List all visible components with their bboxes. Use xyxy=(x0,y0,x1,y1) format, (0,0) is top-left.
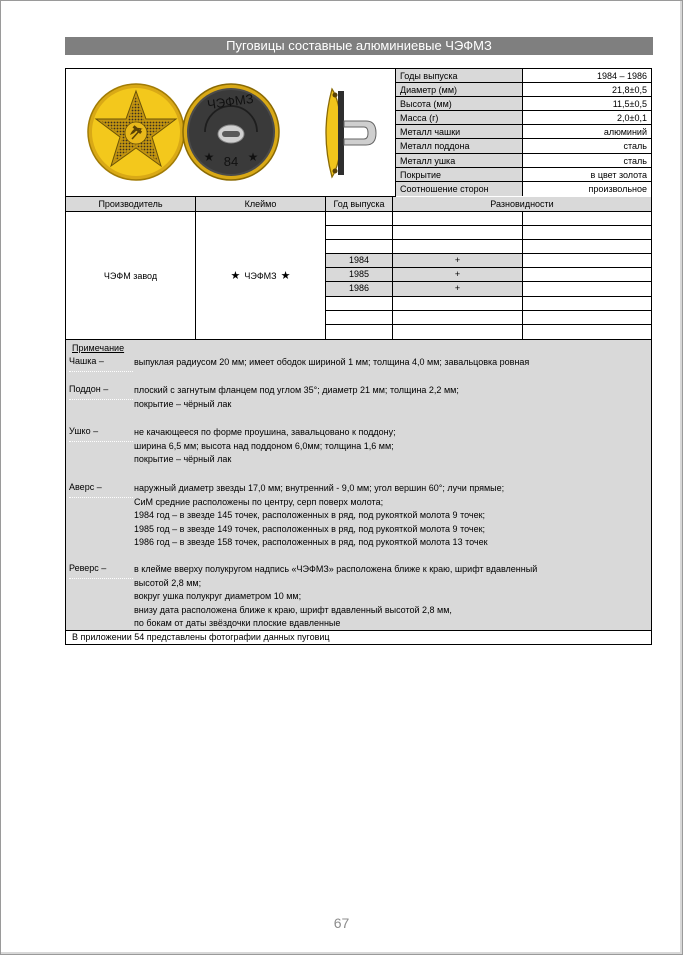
variant-cell xyxy=(393,325,523,339)
note-label: Аверс – xyxy=(69,482,102,492)
property-label: Высота (мм) xyxy=(396,97,523,110)
variant-cell xyxy=(523,212,651,225)
note-text xyxy=(134,384,459,411)
year-cell: 1984 xyxy=(326,254,393,267)
property-label: Металл поддона xyxy=(396,139,523,152)
year-cell xyxy=(326,311,393,324)
property-label: Масса (г) xyxy=(396,111,523,124)
year-cell xyxy=(326,212,393,225)
button-reverse-image xyxy=(181,82,281,182)
property-label: Диаметр (мм) xyxy=(396,83,523,96)
button-obverse-image xyxy=(86,82,186,182)
variant-cell xyxy=(523,254,651,267)
property-value: 2,0±0,1 xyxy=(617,113,647,124)
table-row xyxy=(326,240,651,254)
property-label: Покрытие xyxy=(396,168,523,181)
property-row xyxy=(396,111,651,125)
note-text xyxy=(134,426,396,467)
note-line: в клейме вверху полукругом надпись «ЧЭФМЗ» расположена ближе к краю, шрифт вдавленный xyxy=(134,564,538,574)
variant-cell xyxy=(393,212,523,225)
star-icon: ★ xyxy=(280,270,291,282)
table-row xyxy=(326,325,651,339)
variant-cell xyxy=(523,325,651,339)
property-value: 11,5±0,5 xyxy=(612,99,647,110)
variant-cell xyxy=(393,240,523,253)
variant-cell xyxy=(523,282,651,295)
note-line: 1984 год – в звезде 145 точек, расположенных в ряд, под рукояткой молота 9 точек; xyxy=(134,510,486,521)
variant-cell: + xyxy=(393,282,523,295)
table-row xyxy=(326,282,651,296)
note-text xyxy=(134,482,504,550)
note-label: Ушко – xyxy=(69,426,99,436)
note-line: внизу дата расположена ближе к краю, шрифт вдавленный высотой 2,8 мм, xyxy=(134,604,452,615)
note-line: СиМ средние расположены по центру, серп поверх молота; xyxy=(134,496,384,507)
note-line: ширина 6,5 мм; высота над поддоном 6,0мм; толщина 1,6 мм; xyxy=(134,440,394,451)
property-value: алюминий xyxy=(603,127,647,138)
property-row xyxy=(396,97,651,111)
note-line: наружный диаметр звезды 17,0 мм; внутренний - 9,0 мм; угол вершин 60°; лучи прямые; xyxy=(134,483,505,493)
variant-cell xyxy=(523,297,651,310)
variant-cell xyxy=(393,226,523,239)
year-cell xyxy=(326,240,393,253)
table-row xyxy=(326,311,651,325)
reverse-star-right-icon: ★ xyxy=(247,150,259,164)
notes-title: Примечание xyxy=(72,343,125,353)
reverse-date-text: 84 xyxy=(223,154,239,169)
table-row xyxy=(326,268,651,282)
reverse-mark-text: ЧЭФМЗ xyxy=(206,90,255,113)
mark-cell xyxy=(196,212,326,339)
mark-text: ЧЭФМЗ xyxy=(244,270,277,281)
note-label: Реверс – xyxy=(69,563,107,573)
property-row xyxy=(396,182,651,196)
appendix-note: В приложении 54 представлены фотографии данных пуговиц xyxy=(66,630,651,644)
properties-table xyxy=(396,69,651,196)
note-line: выпуклая радиусом 20 мм; имеет ободок шириной 1 мм; толщина 4,0 мм; завальцовка ровная xyxy=(134,357,530,367)
property-row xyxy=(396,125,651,139)
variant-cell xyxy=(523,311,651,324)
table-row xyxy=(326,212,651,226)
note-text xyxy=(134,563,537,631)
button-side-image xyxy=(316,85,386,181)
button-spec-table xyxy=(65,68,652,645)
year-cell xyxy=(326,325,393,339)
production-rows xyxy=(66,212,651,340)
variant-cell xyxy=(393,297,523,310)
note-line: 1986 год – в звезде 158 точек, расположенных в ряд, под рукояткой молота 13 точек xyxy=(134,537,488,548)
property-label: Металл ушка xyxy=(396,154,523,167)
table-row xyxy=(326,226,651,240)
year-cell: 1985 xyxy=(326,268,393,281)
variant-cell: + xyxy=(393,254,523,267)
property-value: 21,8±0,5 xyxy=(612,85,647,96)
property-value: в цвет золота xyxy=(590,169,647,180)
variant-cell xyxy=(523,226,651,239)
property-value: сталь xyxy=(623,155,647,166)
property-row xyxy=(396,83,651,97)
property-row xyxy=(396,69,651,83)
property-label: Металл чашки xyxy=(396,125,523,138)
note-line: плоский с загнутым фланцем под углом 35°; диаметр 21 мм; толщина 2,2 мм; xyxy=(134,385,459,395)
note-line: не качающееся по форме проушина, завальцовано к поддону; xyxy=(134,427,396,437)
note-line: покрытие – чёрный лак xyxy=(134,454,232,465)
variant-cell xyxy=(523,240,651,253)
property-row xyxy=(396,168,651,182)
note-label: Чашка – xyxy=(69,356,104,366)
property-label: Годы выпуска xyxy=(396,69,523,82)
variant-cell xyxy=(523,268,651,281)
table-header-row xyxy=(66,197,651,212)
notes-section xyxy=(66,340,651,630)
star-icon: ★ xyxy=(230,270,241,282)
note-label: Поддон – xyxy=(69,384,109,394)
page-title: Пуговицы составные алюминиевые ЧЭФМЗ xyxy=(65,37,653,55)
property-value: 1984 – 1986 xyxy=(596,71,647,81)
reverse-star-left-icon: ★ xyxy=(203,150,215,164)
year-cell: 1986 xyxy=(326,282,393,295)
note-text xyxy=(134,356,529,370)
button-images xyxy=(66,69,396,197)
year-cell xyxy=(326,297,393,310)
note-line: по бокам от даты звёздочки плоские вдавленные xyxy=(134,618,341,629)
manufacturer-cell: ЧЭФМ завод xyxy=(66,212,196,339)
variant-cell xyxy=(393,311,523,324)
header-manufacturer: Производитель xyxy=(66,197,196,211)
table-row xyxy=(326,254,651,268)
property-label: Соотношение сторон xyxy=(396,182,523,196)
note-line: высотой 2,8 мм; xyxy=(134,577,202,588)
table-row xyxy=(326,297,651,311)
property-value: сталь xyxy=(623,141,647,152)
year-cell xyxy=(326,226,393,239)
note-line: 1985 год – в звезде 149 точек, расположенных в ряд, под рукояткой молота 9 точек; xyxy=(134,523,486,534)
property-row xyxy=(396,139,651,153)
variant-cell: + xyxy=(393,268,523,281)
header-mark: Клеймо xyxy=(196,197,326,211)
year-variant-table xyxy=(326,212,651,339)
property-value: произвольное xyxy=(588,183,647,194)
property-row xyxy=(396,154,651,168)
header-year: Год выпуска xyxy=(326,197,393,211)
header-variants: Разновидности xyxy=(490,199,554,209)
note-line: вокруг ушка полукруг диаметром 10 мм; xyxy=(134,591,302,602)
note-line: покрытие – чёрный лак xyxy=(134,398,232,409)
page-number: 67 xyxy=(333,915,350,931)
